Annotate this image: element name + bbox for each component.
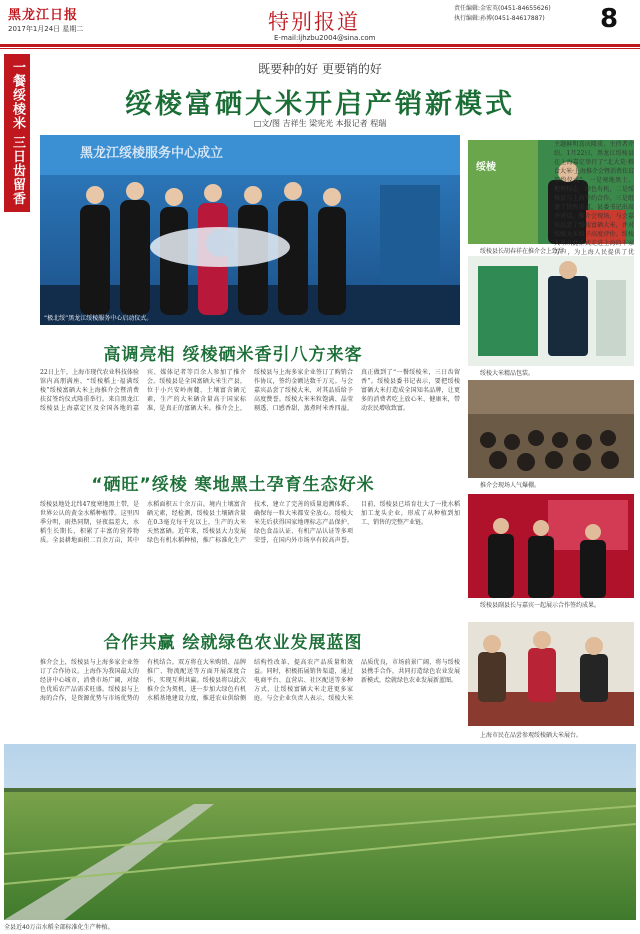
issue-date: 2017年1月24日 星期二 xyxy=(8,25,84,33)
stage-banner-text: 黑龙江绥棱服务中心成立 xyxy=(80,146,224,161)
section-3-body: 推介会上，绥棱县与上海多家企业签订了合作协议。上海作为我国最大的经济中心城市，消费市场广阔，对绿色优质农产品需求旺盛。绥棱县与上海的合作，是资源优势与市场优势的有机结合。双方将在大米购销、品牌推广、物流配送等方面开展深度合作，实现互利共赢。绥棱县将以此次推介会为契机，进一步加大绿色有机水稻基地建设力度，推进农业供给侧结构性改革，提高农产品质量和效益。同时，积极拓展销售渠道，通过电商平台、直营店、社区配送等多种方式，让绥棱富硒大米走进更多家庭。与会企业负责人表示，绥棱大米品质优良，市场前景广阔，将与绥棱县携手合作，共同打造绿色农业发展新模式，绘就绿色农业发展新蓝图。 xyxy=(40,659,460,702)
masthead xyxy=(0,0,640,42)
signing-caption: 绥棱县副县长与嘉宾一起展示合作签约成果。 xyxy=(480,602,601,609)
header-rule xyxy=(0,44,640,47)
rice-package-caption: 绥棱大米精品包装。 xyxy=(480,370,535,377)
ceremony-scene xyxy=(40,135,460,325)
header-rule-thin xyxy=(0,48,640,49)
audience-scene xyxy=(468,380,634,478)
footer-caption: 全县近40万亩水稻全部标准化生产种植。 xyxy=(4,924,114,931)
section-email: E-mail:ljhzbu2004@sina.com xyxy=(274,34,376,42)
subheading-1: 高调亮相 绥棱硒米香引八方来客 xyxy=(103,345,363,365)
rice-field-scene xyxy=(4,744,636,920)
editor-line: 执行编辑:孙博(0451-84617887) xyxy=(454,15,545,22)
kicker: 既要种的好 更要销的好 xyxy=(258,62,382,76)
editor-line: 责任编辑:金宏英(0451-84655626) xyxy=(454,5,551,12)
rice-package-scene xyxy=(468,256,634,366)
side-banner: 一餐绥棱米 三日齿留香 xyxy=(4,54,30,212)
byline: □文/图 吉祥生 梁宪光 本报记者 程瑞 xyxy=(253,119,387,128)
section-title: 特别报道 xyxy=(268,10,360,34)
paper-name: 黑龙江日报 xyxy=(8,8,79,23)
signing-scene xyxy=(468,494,634,598)
rice-field-photo xyxy=(4,744,636,920)
tasting-scene xyxy=(468,622,634,726)
tasting-photo xyxy=(468,622,634,726)
photo-caption: “极北绥”黑龙江绥棱服务中心启动仪式。 xyxy=(44,315,153,322)
editor-credits xyxy=(454,4,551,24)
svg-text:绥棱: 绥棱 xyxy=(476,162,496,173)
section-2-body: 绥棱县地处北纬47度寒地黑土带，是世界公认的黄金水稻种植带。这里四季分明，雨热同期，昼夜温差大，水稻生长期长，积累了丰富的营养物质。全县耕地面积二百余万亩，其中水稻面积五十余万亩。境内土壤富含硒元素，经检测，绥棱县土壤硒含量在0.3毫克每千克以上，生产的大米天然富硒。近年来，绥棱县大力发展绿色有机水稻种植，推广标准化生产技术，建立了完善的质量追溯体系，确保每一粒大米都安全放心。绥棱大米先后获得国家地理标志产品保护、绿色食品认证、有机产品认证等多项荣誉，在国内外市场享有较高声誉。目前，绥棱县已培育壮大了一批水稻加工龙头企业，形成了从种植到加工、销售的完整产业链。 xyxy=(40,501,460,544)
section-1-body: 22日上午，上海市现代农业科技体验馆内高朋满座，“绥棱稻上·福满绥棱”绥棱富硒大米上海推介会暨消费扶贫签约仪式隆重举行。来自黑龙江绥棱县上海嘉定区及全国各地的嘉宾、媒体记者等百余人参加了推介会。绥棱县是全国富硒大米生产县，位于小兴安岭南麓，土壤富含硒元素，生产的大米硒含量高于国家标准，是真正的富硒大米。推介会上，绥棱县与上海多家企业签订了购销合作协议，签约金额达数千万元。与会嘉宾品尝了绥棱大米，对其品质给予高度赞誉。绥棱大米米粒饱满、晶莹剔透、口感香甜，蒸煮时米香四溢，真正做到了“一餐绥棱米，三日齿留香”。绥棱县委书记表示，要把绥棱富硒大米打造成全国知名品牌，让更多的消费者吃上放心米、健康米，带动农民增收致富。 xyxy=(40,369,460,412)
signing-photo xyxy=(468,494,634,598)
page-headline: 绥棱富硒大米开启产销新模式 xyxy=(125,89,515,120)
ceremony-photo xyxy=(40,135,460,325)
tasting-caption: 上海市民在品尝参观绥棱硒大米展台。 xyxy=(480,732,583,739)
audience-caption: 推介会现场人气爆棚。 xyxy=(480,482,541,489)
page-number: 8 xyxy=(600,4,619,34)
audience-photo xyxy=(468,380,634,478)
subheading-2: “硒旺”绥棱 寒地黑土孕育生态好米 xyxy=(91,475,375,495)
sidebar-body: 主题鲜明喜庆隆重。主持者介绍，1月22日，黑龙江绥棱县在上海嘉定举行了“北大荒·粮食大米·上海推介会暨消费扶贫签约仪式”。一是寒地黑土、地理标志、绿色有机，二是绥棱县与上海签约合作，三是组建了销售渠道，县委书记出席并讲话。推介会现场，与会嘉宾品尝了绥棱富硒大米，并对绥棱大米给予高度评价。绥棱大米从此正式走进上海的千家万户，为上海人民提供了优 xyxy=(554,141,634,256)
subheading-3: 合作共赢 绘就绿色农业发展蓝图 xyxy=(103,633,363,653)
speaker-caption: 绥棱县长胡春祥在推介会上致辞。 xyxy=(480,248,571,255)
rice-package-photo xyxy=(468,256,634,366)
